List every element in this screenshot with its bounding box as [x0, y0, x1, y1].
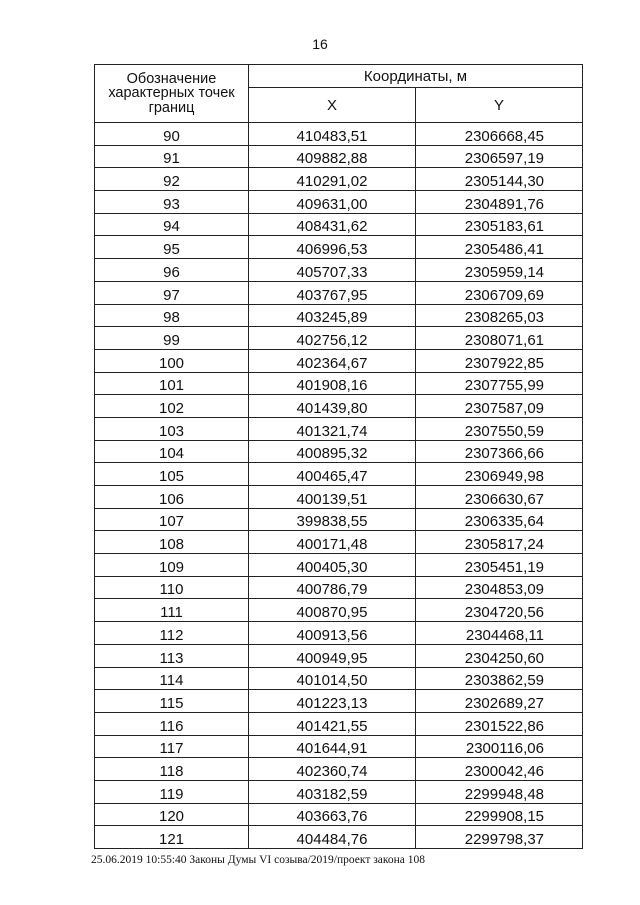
y-cell: 2305959,14 [416, 259, 583, 282]
point-cell: 112 [95, 622, 249, 645]
document-footer: 25.06.2019 10:55:40 Законы Думы VI созыва/2019/проект закона 108 [91, 854, 426, 866]
x-cell: 402756,12 [249, 327, 416, 350]
y-cell: 2305451,19 [416, 554, 583, 577]
table-row [95, 349, 583, 372]
x-cell: 400949,95 [249, 644, 416, 667]
x-cell: 401321,74 [249, 417, 416, 440]
point-cell: 121 [95, 826, 249, 849]
table-row [95, 826, 583, 849]
point-cell: 118 [95, 758, 249, 781]
table-row [95, 395, 583, 418]
y-cell: 2305817,24 [416, 531, 583, 554]
x-cell: 402360,74 [249, 758, 416, 781]
table-row [95, 304, 583, 327]
y-cell: 2306597,19 [416, 145, 583, 168]
table-row [95, 690, 583, 713]
y-cell: 2305183,61 [416, 213, 583, 236]
table-row [95, 644, 583, 667]
x-cell: 403182,59 [249, 780, 416, 803]
header-coordinates: Координаты, м [249, 65, 583, 88]
point-cell: 104 [95, 440, 249, 463]
x-cell: 401439,80 [249, 395, 416, 418]
table-row [95, 417, 583, 440]
point-cell: 92 [95, 168, 249, 191]
y-cell: 2305144,30 [416, 168, 583, 191]
table-row [95, 622, 583, 645]
table-row [95, 281, 583, 304]
x-cell: 404484,76 [249, 826, 416, 849]
point-cell: 93 [95, 191, 249, 214]
x-cell: 400405,30 [249, 554, 416, 577]
table-row [95, 463, 583, 486]
table-row [95, 372, 583, 395]
y-cell: 2300042,46 [416, 758, 583, 781]
x-cell: 400870,95 [249, 599, 416, 622]
table-row [95, 145, 583, 168]
table-row [95, 803, 583, 826]
x-cell: 403245,89 [249, 304, 416, 327]
y-cell: 2300116,06 [416, 735, 583, 758]
point-cell: 113 [95, 644, 249, 667]
point-cell: 96 [95, 259, 249, 282]
point-cell: 100 [95, 349, 249, 372]
y-cell: 2306668,45 [416, 123, 583, 146]
y-cell: 2307587,09 [416, 395, 583, 418]
x-cell: 400465,47 [249, 463, 416, 486]
x-cell: 402364,67 [249, 349, 416, 372]
x-cell: 400913,56 [249, 622, 416, 645]
y-cell: 2299798,37 [416, 826, 583, 849]
table-row [95, 191, 583, 214]
x-cell: 401644,91 [249, 735, 416, 758]
point-cell: 107 [95, 508, 249, 531]
point-cell: 114 [95, 667, 249, 690]
table-header [95, 65, 583, 123]
point-cell: 98 [95, 304, 249, 327]
x-cell: 400171,48 [249, 531, 416, 554]
y-cell: 2307366,66 [416, 440, 583, 463]
point-cell: 101 [95, 372, 249, 395]
y-cell: 2304250,60 [416, 644, 583, 667]
x-cell: 409631,00 [249, 191, 416, 214]
table-row [95, 599, 583, 622]
x-cell: 401223,13 [249, 690, 416, 713]
point-cell: 105 [95, 463, 249, 486]
x-cell: 409882,88 [249, 145, 416, 168]
x-cell: 399838,55 [249, 508, 416, 531]
x-cell: 401908,16 [249, 372, 416, 395]
y-cell: 2301522,86 [416, 712, 583, 735]
point-cell: 119 [95, 780, 249, 803]
table-row [95, 486, 583, 509]
x-cell: 405707,33 [249, 259, 416, 282]
x-cell: 403767,95 [249, 281, 416, 304]
point-cell: 116 [95, 712, 249, 735]
x-cell: 410291,02 [249, 168, 416, 191]
y-cell: 2306949,98 [416, 463, 583, 486]
y-cell: 2302689,27 [416, 690, 583, 713]
point-cell: 117 [95, 735, 249, 758]
point-cell: 109 [95, 554, 249, 577]
x-cell: 400139,51 [249, 486, 416, 509]
y-cell: 2304891,76 [416, 191, 583, 214]
point-cell: 106 [95, 486, 249, 509]
y-cell: 2299908,15 [416, 803, 583, 826]
table-row [95, 531, 583, 554]
y-cell: 2304853,09 [416, 576, 583, 599]
point-cell: 95 [95, 236, 249, 259]
header-y: Y [416, 88, 583, 123]
point-cell: 91 [95, 145, 249, 168]
table-body [95, 123, 583, 849]
point-cell: 99 [95, 327, 249, 350]
table-row [95, 735, 583, 758]
table-row [95, 440, 583, 463]
table-row [95, 327, 583, 350]
point-cell: 115 [95, 690, 249, 713]
table-row [95, 213, 583, 236]
table-row [95, 123, 583, 146]
table-row [95, 576, 583, 599]
y-cell: 2304468,11 [416, 622, 583, 645]
point-cell: 120 [95, 803, 249, 826]
table-row [95, 259, 583, 282]
y-cell: 2299948,48 [416, 780, 583, 803]
y-cell: 2304720,56 [416, 599, 583, 622]
point-cell: 108 [95, 531, 249, 554]
x-cell: 403663,76 [249, 803, 416, 826]
y-cell: 2307550,59 [416, 417, 583, 440]
point-cell: 94 [95, 213, 249, 236]
point-cell: 102 [95, 395, 249, 418]
point-cell: 111 [95, 599, 249, 622]
point-cell: 90 [95, 123, 249, 146]
table-row [95, 168, 583, 191]
y-cell: 2307922,85 [416, 349, 583, 372]
y-cell: 2306630,67 [416, 486, 583, 509]
coordinates-table [94, 64, 583, 849]
table-row [95, 758, 583, 781]
y-cell: 2305486,41 [416, 236, 583, 259]
x-cell: 401421,55 [249, 712, 416, 735]
header-x: X [249, 88, 416, 123]
y-cell: 2303862,59 [416, 667, 583, 690]
y-cell: 2307755,99 [416, 372, 583, 395]
x-cell: 406996,53 [249, 236, 416, 259]
y-cell: 2308071,61 [416, 327, 583, 350]
header-point-designation: Обозначение характерных точек границ [95, 65, 249, 123]
point-cell: 97 [95, 281, 249, 304]
point-cell: 103 [95, 417, 249, 440]
table-row [95, 508, 583, 531]
y-cell: 2308265,03 [416, 304, 583, 327]
x-cell: 400895,32 [249, 440, 416, 463]
table-row [95, 667, 583, 690]
table-row [95, 236, 583, 259]
point-cell: 110 [95, 576, 249, 599]
header-row-top [95, 65, 583, 88]
page-number: 16 [312, 36, 328, 52]
table-row [95, 712, 583, 735]
x-cell: 410483,51 [249, 123, 416, 146]
x-cell: 401014,50 [249, 667, 416, 690]
table-row [95, 554, 583, 577]
x-cell: 400786,79 [249, 576, 416, 599]
table-row [95, 780, 583, 803]
y-cell: 2306335,64 [416, 508, 583, 531]
y-cell: 2306709,69 [416, 281, 583, 304]
x-cell: 408431,62 [249, 213, 416, 236]
